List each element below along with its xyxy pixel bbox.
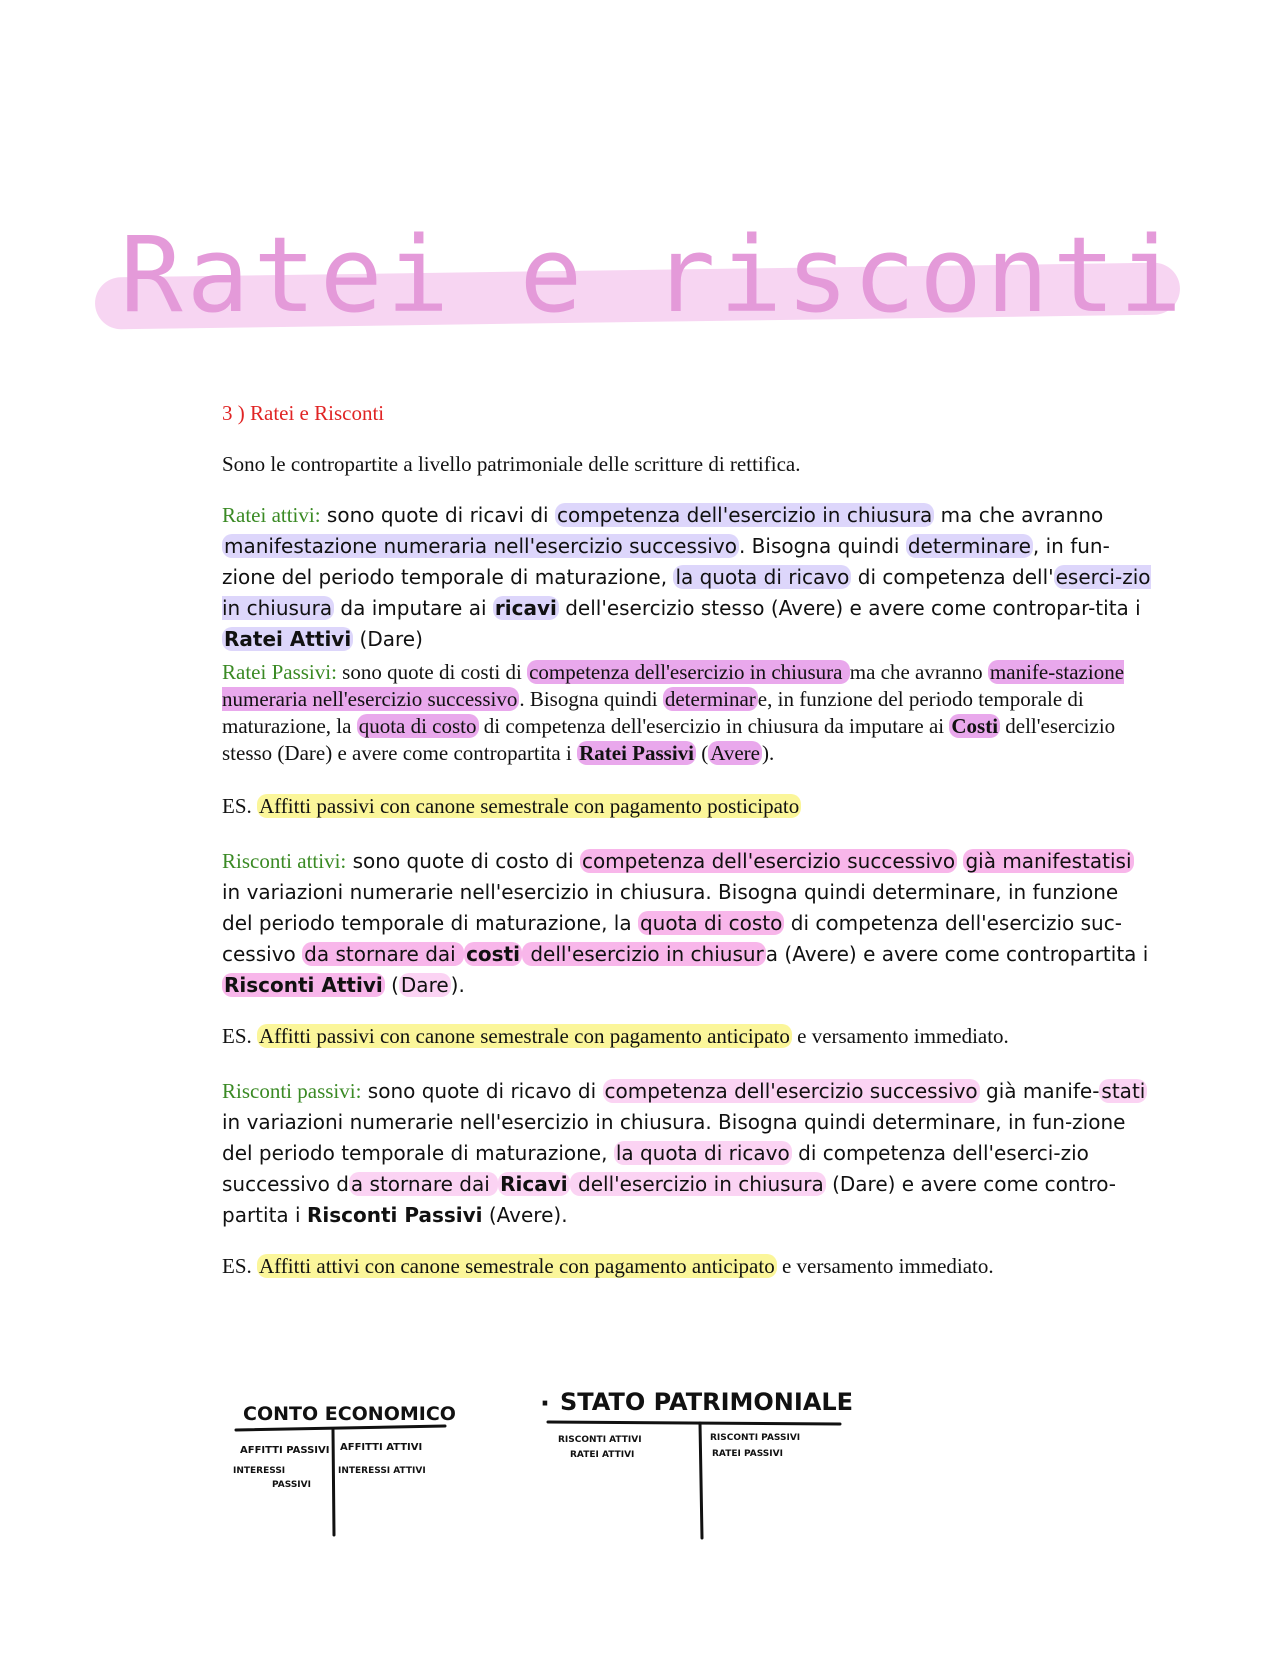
page-title: Ratei e risconti bbox=[120, 214, 1186, 336]
text: ES. bbox=[222, 1254, 258, 1278]
diagram-title: CONTO ECONOMICO bbox=[243, 1403, 456, 1425]
text: in variazioni numerarie nell'esercizio in chiusura. Bisogna quindi determinare, in funzione del periodo temporale di maturazione, la bbox=[222, 880, 1119, 935]
highlight: Avere bbox=[710, 741, 760, 765]
term-label: Risconti passivi: bbox=[222, 1079, 362, 1103]
highlight: Affitti passivi con canone semestrale con pagamento posticipato bbox=[259, 794, 800, 818]
bullet: · bbox=[540, 1389, 550, 1419]
account-entry: AFFITTI PASSIVI bbox=[240, 1445, 330, 1456]
text: dell'esercizio stesso (Dare) e avere come contropartita i bbox=[222, 714, 1116, 765]
risconti-passivi-paragraph bbox=[222, 1076, 1152, 1231]
document-body bbox=[222, 400, 1152, 1280]
example-1 bbox=[222, 793, 1152, 820]
text: di competenza dell' bbox=[851, 565, 1054, 589]
text: . Bisogna quindi bbox=[738, 534, 906, 558]
highlight: già manifestatisi bbox=[965, 849, 1132, 873]
text: a (Avere) e avere come contropartita i bbox=[765, 942, 1149, 966]
highlight: Dare bbox=[400, 973, 449, 997]
term-label: Ratei Passivi: bbox=[222, 660, 337, 684]
term-label: Ratei attivi: bbox=[222, 503, 321, 527]
ratei-attivi-paragraph bbox=[222, 500, 1152, 655]
stato-patrimoniale-diagram bbox=[540, 1388, 853, 1538]
highlight: competenza dell'esercizio in chiusura bbox=[529, 660, 848, 684]
account-entry: PASSIVI bbox=[272, 1480, 311, 1490]
highlight-bold: Ratei Passivi bbox=[579, 741, 694, 765]
highlight: dell'esercizio in chiusur bbox=[523, 942, 764, 966]
example-2 bbox=[222, 1023, 1152, 1050]
conto-economico-diagram bbox=[233, 1403, 456, 1535]
highlight: a stornare dai bbox=[350, 1172, 497, 1196]
account-entry: RATEI PASSIVI bbox=[712, 1449, 783, 1459]
text: e versamento immediato. bbox=[791, 1024, 1009, 1048]
text: sono quote di ricavi di bbox=[320, 503, 555, 527]
bold-term: Risconti Passivi bbox=[306, 1203, 483, 1227]
highlight: stati bbox=[1101, 1079, 1146, 1103]
text: ma che avranno bbox=[934, 503, 1104, 527]
highlight-bold: ricavi bbox=[494, 596, 557, 620]
account-entry: RATEI ATTIVI bbox=[570, 1450, 635, 1460]
term-label: Risconti attivi: bbox=[222, 849, 347, 873]
highlight: Affitti attivi con canone semestrale con pagamento anticipato bbox=[259, 1254, 775, 1278]
ratei-passivi-paragraph bbox=[222, 659, 1152, 767]
highlight: competenza dell'esercizio in chiusura bbox=[556, 503, 933, 527]
highlight: dell'esercizio in chiusura bbox=[571, 1172, 824, 1196]
highlight: competenza dell'esercizio successivo bbox=[581, 849, 956, 873]
account-entry: INTERESSI bbox=[233, 1466, 286, 1476]
text: ). bbox=[450, 973, 465, 997]
text: ). bbox=[762, 741, 775, 765]
example-3 bbox=[222, 1253, 1152, 1280]
highlight-bold: Ratei Attivi bbox=[224, 627, 352, 651]
text: da imputare ai bbox=[334, 596, 493, 620]
highlight: competenza dell'esercizio successivo bbox=[604, 1079, 978, 1103]
text: sono quote di ricavo di bbox=[361, 1079, 603, 1103]
text: di competenza dell'esercizio in chiusura da imputare ai bbox=[478, 714, 950, 738]
highlight-bold: costi bbox=[466, 942, 520, 966]
text: ES. bbox=[222, 794, 258, 818]
text: e versamento immediato. bbox=[776, 1254, 994, 1278]
text: ES. bbox=[222, 1024, 258, 1048]
text: dell'esercizio stesso (Avere) e avere come contropar-tita i bbox=[558, 596, 1141, 620]
t-account-diagrams bbox=[0, 1370, 1280, 1550]
highlight: Affitti passivi con canone semestrale con pagamento anticipato bbox=[259, 1024, 790, 1048]
text: di competenza dell'esercizio suc-cessivo bbox=[222, 911, 1122, 966]
text: in variazioni numerarie nell'esercizio in chiusura. Bisogna quindi determinare, in fun-zione del periodo temporale di maturazione, bbox=[222, 1110, 1126, 1165]
text: e, in funzione del periodo temporale di maturazione, la bbox=[222, 687, 1084, 738]
highlight: da stornare dai bbox=[304, 942, 463, 966]
text: (Avere). bbox=[482, 1203, 568, 1227]
highlight: manifestazione numeraria nell'esercizio successivo bbox=[224, 534, 737, 558]
section-heading: 3 ) Ratei e Risconti bbox=[222, 401, 385, 425]
highlight: quota di costo bbox=[639, 911, 783, 935]
highlight: eserci-zio in chiusura bbox=[222, 565, 1151, 620]
text: già manife- bbox=[979, 1079, 1100, 1103]
text: di competenza dell'eserci-zio successivo d bbox=[222, 1141, 1089, 1196]
text: , in fun-zione del periodo temporale di maturazione, bbox=[222, 534, 1110, 589]
highlight: quota di costo bbox=[358, 714, 477, 738]
title-area bbox=[0, 210, 1280, 360]
text: sono quote di costi di bbox=[336, 660, 528, 684]
highlight: determinar bbox=[664, 687, 756, 711]
highlight-bold: Costi bbox=[951, 714, 999, 738]
account-entry: INTERESSI ATTIVI bbox=[338, 1466, 426, 1476]
highlight: la quota di ricavo bbox=[675, 565, 850, 589]
account-entry: AFFITTI ATTIVI bbox=[340, 1442, 423, 1453]
account-entry: RISCONTI PASSIVI bbox=[710, 1433, 801, 1443]
intro-paragraph: Sono le contropartite a livello patrimoniale delle scritture di rettifica. bbox=[222, 452, 801, 476]
highlight: la quota di ricavo bbox=[615, 1141, 790, 1165]
text: (Dare) e avere come contro-partita i bbox=[222, 1172, 1117, 1227]
text: sono quote di costo di bbox=[346, 849, 580, 873]
highlight: determinare bbox=[907, 534, 1031, 558]
account-entry: RISCONTI ATTIVI bbox=[558, 1435, 642, 1445]
highlight: manife-stazione numeraria nell'esercizio successivo bbox=[222, 660, 1125, 711]
highlight-bold: Risconti Attivi bbox=[224, 973, 383, 997]
text: (Dare) bbox=[353, 627, 423, 651]
text: ( bbox=[384, 973, 399, 997]
text: ma che avranno bbox=[849, 660, 988, 684]
text: ( bbox=[696, 741, 709, 765]
text: . Bisogna quindi bbox=[519, 687, 663, 711]
highlight-bold: Ricavi bbox=[500, 1172, 568, 1196]
risconti-attivi-paragraph bbox=[222, 846, 1152, 1001]
diagram-title: STATO PATRIMONIALE bbox=[560, 1388, 854, 1416]
